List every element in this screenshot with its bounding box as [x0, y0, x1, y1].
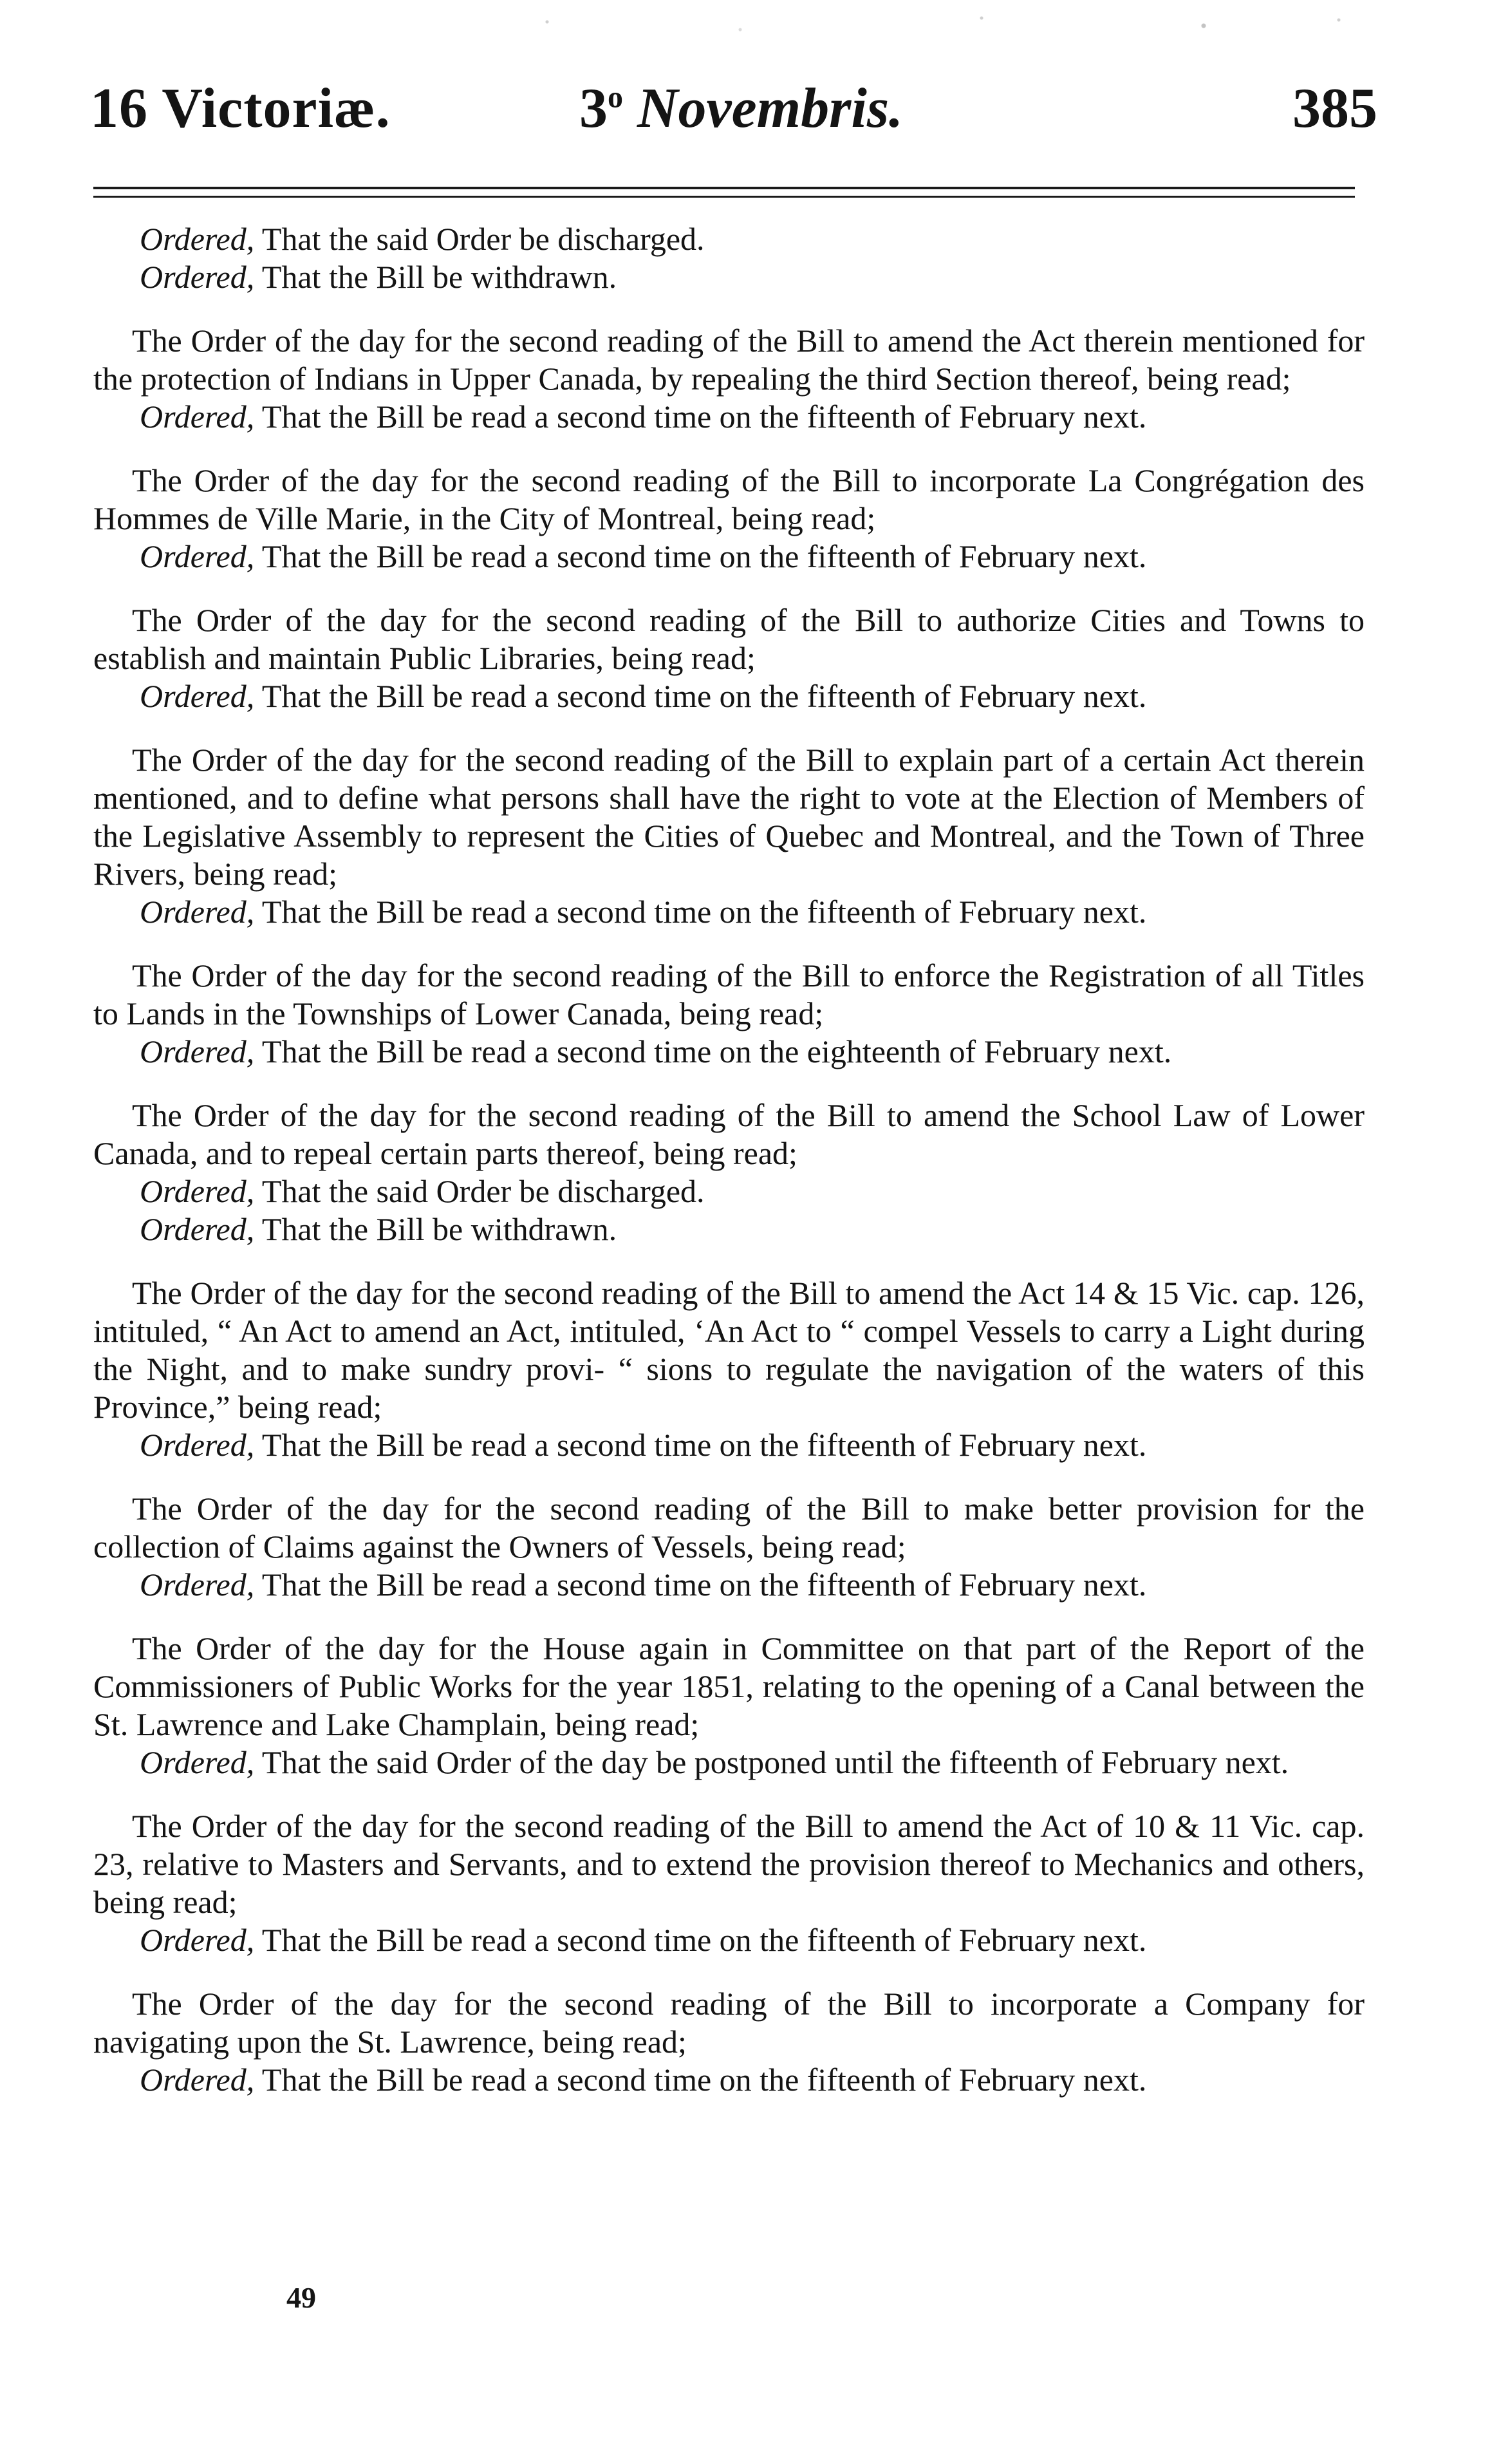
order-paragraph	[93, 462, 1365, 576]
paragraph-text: The Order of the day for the second reading of the Bill to make better provision for the collection of Claims against the Owners of Vessels, being read;	[93, 1491, 1365, 1565]
order-text: That the Bill be read a second time on the fifteenth of February next.	[261, 399, 1147, 435]
header-date-ordinal: o	[608, 80, 623, 115]
order-line	[140, 1426, 1365, 1464]
order-text: That the Bill be read a second time on the fifteenth of February next.	[261, 1427, 1147, 1463]
order-text: That the Bill be read a second time on the fifteenth of February next.	[261, 538, 1147, 574]
order-line	[140, 1172, 1365, 1210]
order-paragraph	[93, 741, 1365, 931]
ordered-label: Ordered,	[140, 1211, 255, 1247]
order-paragraph	[93, 957, 1365, 1071]
order-line	[140, 398, 1365, 436]
order-paragraph	[93, 1807, 1365, 1959]
order-text: That the said Order be discharged.	[261, 1173, 705, 1209]
running-header	[90, 76, 1377, 147]
order-paragraph	[93, 322, 1365, 436]
order-text: That the Bill be read a second time on the fifteenth of February next.	[261, 678, 1147, 714]
paragraph-text: The Order of the day for the second reading of the Bill to authorize Cities and Towns to establish and maintain Public Libraries, being read;	[93, 602, 1365, 676]
header-session: 16 Victoriæ.	[90, 77, 391, 140]
order-line	[140, 1033, 1365, 1071]
paragraph-text: The Order of the day for the second reading of the Bill to incorporate La Congrégation des Hommes de Ville Marie, in the City of Montreal, being read;	[93, 462, 1365, 536]
ordered-label: Ordered,	[140, 399, 255, 435]
paragraph-text: The Order of the day for the second reading of the Bill to enforce the Registration of all Titles to Lands in the Townships of Lower Canada, being read;	[93, 957, 1365, 1031]
paragraph-list	[93, 322, 1365, 2099]
order-paragraph	[93, 601, 1365, 715]
paragraph-text: The Order of the day for the second reading of the Bill to amend the Act 14 & 15 Vic. cap. 126, intituled, “ An Act to amend an Act, intituled, ‘An Act to “ compel Vessels to carry a Light during the Night, and to make sundry provi- “ sions to regulate the navigation of the waters of this Province,” being read;	[93, 1275, 1365, 1425]
ordered-label: Ordered,	[140, 538, 255, 574]
paragraph-text: The Order of the day for the second reading of the Bill to amend the Act therein mentioned for the protection of Indians in Upper Canada, by repealing the third Section thereof, being read;	[93, 323, 1365, 397]
ordered-label: Ordered,	[140, 1744, 255, 1780]
order-text: That the Bill be read a second time on the fifteenth of February next.	[261, 894, 1147, 930]
print-speckle	[451, 6, 1416, 45]
order-line	[140, 677, 1365, 715]
ordered-label: Ordered,	[140, 221, 255, 257]
order-text: That the Bill be read a second time on the fifteenth of February next.	[261, 1566, 1147, 1603]
paragraph-text: The Order of the day for the second reading of the Bill to amend the Act of 10 & 11 Vic. cap. 23, relative to Masters and Servants, and to extend the provision thereof to Mechanics and others, being read;	[93, 1808, 1365, 1920]
order-line	[140, 1566, 1365, 1604]
order-paragraph	[93, 1490, 1365, 1604]
header-date	[579, 76, 903, 141]
ordered-label: Ordered,	[140, 894, 255, 930]
order-text: That the Bill be read a second time on the fifteenth of February next.	[261, 2062, 1147, 2098]
order-line	[140, 538, 1365, 576]
paragraph-text: The Order of the day for the second reading of the Bill to amend the School Law of Lower Canada, and to repeal certain parts thereof, being read;	[93, 1097, 1365, 1171]
ordered-label: Ordered,	[140, 2062, 255, 2098]
ordered-label: Ordered,	[140, 1173, 255, 1209]
order-paragraph	[93, 1630, 1365, 1782]
order-text: That the said Order of the day be postponed until the fifteenth of February next.	[261, 1744, 1289, 1780]
order-paragraph	[93, 1274, 1365, 1464]
order-line	[140, 220, 1365, 258]
order-text: That the Bill be withdrawn.	[261, 259, 617, 295]
order-line	[140, 1921, 1365, 1959]
ordered-label: Ordered,	[140, 1566, 255, 1603]
paragraph-text: The Order of the day for the second reading of the Bill to explain part of a certain Act therein mentioned, and to define what persons shall have the right to vote at the Election of Members of the Legislative Assembly to represent the Cities of Quebec and Montreal, and the Town of Three Rivers, being read;	[93, 742, 1365, 892]
header-date-month: Novembris.	[637, 77, 904, 140]
order-line	[140, 1210, 1365, 1248]
paragraph-text: The Order of the day for the House again in Committee on that part of the Report of the Commissioners of Public Works for the year 1851, relating to the opening of a Canal between the St. Lawrence and Lake Champlain, being read;	[93, 1630, 1365, 1742]
header-date-day: 3	[579, 77, 608, 140]
order-paragraph	[93, 1096, 1365, 1248]
ordered-label: Ordered,	[140, 1033, 255, 1069]
order-line	[140, 893, 1365, 931]
order-text: That the Bill be read a second time on the eighteenth of February next.	[261, 1033, 1172, 1069]
journal-body	[93, 220, 1365, 2125]
ordered-label: Ordered,	[140, 678, 255, 714]
paragraph-text: The Order of the day for the second reading of the Bill to incorporate a Company for navigating upon the St. Lawrence, being read;	[93, 1986, 1365, 2060]
order-line	[140, 1744, 1365, 1782]
order-line	[140, 258, 1365, 296]
page-number: 385	[1292, 77, 1377, 140]
opening-orders	[93, 220, 1365, 296]
header-rule-thin	[93, 196, 1355, 198]
order-paragraph	[93, 1985, 1365, 2099]
ordered-label: Ordered,	[140, 259, 255, 295]
ordered-label: Ordered,	[140, 1922, 255, 1958]
header-rule-thick	[93, 187, 1355, 189]
signature-folio: 49	[286, 2281, 316, 2314]
order-text: That the Bill be withdrawn.	[261, 1211, 617, 1247]
ordered-label: Ordered,	[140, 1427, 255, 1463]
order-text: That the said Order be discharged.	[261, 221, 705, 257]
order-text: That the Bill be read a second time on the fifteenth of February next.	[261, 1922, 1147, 1958]
order-line	[140, 2061, 1365, 2099]
